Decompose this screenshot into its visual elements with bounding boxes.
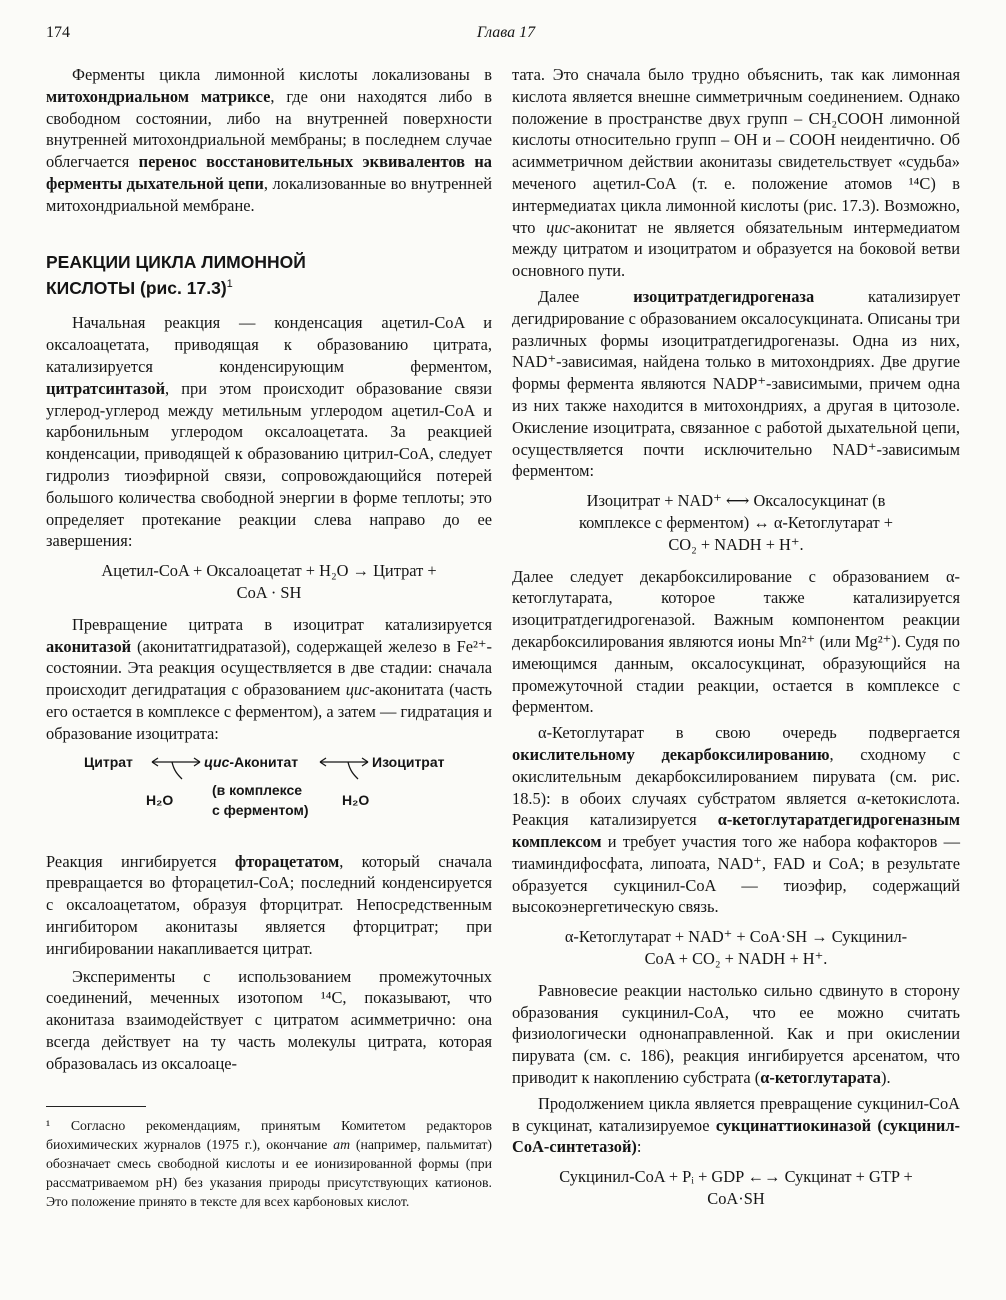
citrate-synthase-equation: Ацетил-CoA + Оксалоацетат + H₂O → Цитрат + CoA · SH: [101, 561, 437, 602]
page-header: [46, 24, 966, 44]
succinate-thiokinase-equation: Сукцинил-CoA + Pᵢ + GDP ←→ Сукцинат + GTP + CoA·SH: [559, 1167, 913, 1209]
intro-paragraph: Ферменты цикла лимонной кислоты локализованы в митохондриальном матриксе, где они находятся либо в свободном состоянии, либо на внутренней поверхности внутренней митохондриальной мембраны; в последнем случае облегчается перенос восстановительных эквивалентов на ферменты дыхательной цепи, локализованные во внутренней митохондриальной мембране.: [46, 65, 492, 215]
right-column: [512, 64, 960, 1220]
scheme-citrate-label: Цитрат: [84, 753, 133, 770]
scheme-complex-line2: с ферментом): [212, 801, 309, 818]
left-column: [46, 64, 492, 1075]
isocitrate-dehydrogenase-paragraph: Далее изоцитратдегидрогеназа катализирует дегидрирование с образованием оксалосукцината. Описаны три различных формы изоцитратдегидрогеназы. Одна из них, NAD⁺-зависимая, найдена только в митохондриях. Две другие формы фермента являются NADP⁺-зависимыми, причем одна из них также находится в митохондриях, а другая в цитозоле. Окисление изоцитрата, связанное с работой дыхательной цепи, осуществляется почти исключительно NAD⁺-зависимым ферментом:: [512, 286, 960, 481]
running-head: Глава 17: [476, 24, 536, 41]
ketoglutarate-paragraph: α-Кетоглутарат в свою очередь подвергается окислительному декарбоксилированию, сходному с окислительным декарбоксилированием пирувата (см. рис. 18.5): в обоих случаях субстратом является α-кетокислота. Реакция катализируется α-кетоглутаратдегидрогеназным комплексом и требует участия того же набора кофакторов — тиаминдифосфата, липоата, NAD⁺, FAD и CoA; в результате образуется сукцинил-CoA — тиоэфир, содержащий высокоэнергетическую связь.: [512, 723, 961, 917]
equilibrium-paragraph: Равновесие реакции настолько сильно сдвинуто в сторону образования сукцинил-CoA, что ее можно считать физиологически однонаправленной. Как и при окислении пирувата (см. с. 186), реакция ингибируется арсенатом, что приводит к накоплению субстрата (α-кетоглутарата).: [512, 980, 960, 1088]
section-heading: РЕАКЦИИ ЦИКЛА ЛИМОННОЙ КИСЛОТЫ (рис. 17.3)$^1$: [46, 251, 306, 298]
condensation-paragraph: Начальная реакция — конденсация ацетил-CoA и оксалоацетата, приводящая к образованию цитрата, катализируется конденсирующим ферментом, цитратсинтазой, при этом происходит образование связи углерод-углерод между метильным углеродом ацетил-CoA и карбонильным углеродом оксалоацетата. За реакцией конденсации, приводящей к образованию цитрил-CoA, следует гидролиз тиоэфирной связи, сопровождающийся потерей большого количества свободной энергии в форме теплоты; это определяет протекание реакции слева направо до ее завершения:: [46, 313, 492, 551]
left-equilibrium-arrow: [152, 758, 200, 779]
scheme-complex-line1: (в комплексе: [212, 781, 303, 798]
decarboxylation-paragraph: Далее следует декарбоксилирование с образованием α-кетоглутарата, которое также катализируется изоцитратдегидрогеназой. Важным компонентом реакции декарбоксилирования являются ионы Mn²⁺ (или Mg²⁺). Судя по имеющимся данным, оксалосукцинат, образующийся на промежуточной стадии реакции, остается в комплексе с ферментом.: [512, 566, 960, 717]
isocitrate-equation: Изоцитрат + NAD⁺ ⟷ Оксалосукцинат (в комплексе с ферментом) ↔ α-Кетоглутарат + CO₂ + NADH + H⁺.: [578, 491, 894, 554]
scheme-water-right: H₂O: [342, 791, 370, 808]
page-number: 174: [46, 24, 70, 41]
scheme-cis-aconitate-label: цис-Аконитат: [204, 753, 299, 770]
scheme-isocitrate-label: Изоцитрат: [372, 753, 445, 770]
aconitase-scheme-diagram: [46, 751, 492, 843]
succinyl-coa-paragraph: Продолжением цикла является превращение сукцинил-CoA в сукцинат, катализируемое сукцинаттиокиназой (сукцинил-CoA-синтетазой):: [512, 1093, 960, 1157]
footnote-rule: [46, 1106, 146, 1107]
scheme-water-left: H₂O: [146, 791, 174, 808]
asymmetry-paragraph: тата. Это сначала было трудно объяснить, так как лимонная кислота является внешне симметричным соединением. Однако положение в пространстве двух групп – CH₂COOH лимонной кислоты относительно групп – OH и – COOH неидентично. Об асимметричном действии аконитазы свидетельствует «судьба» меченого ацетил-CoA (т. е. положение атомов ¹⁴C) в интермедиатах цикла лимонной кислоты (рис. 17.3). Возможно, что цис-аконитат не является обязательным интермедиатом между цитратом и изоцитратом и образуется на боковой ветви основного пути.: [512, 65, 960, 281]
isotope-paragraph: Эксперименты с использованием промежуточных соединений, меченных изотопом ¹⁴C, показывают, что аконитаза взаимодействует с цитратом асимметрично: она всегда действует на ту часть молекулы цитрата, которая образовалась из оксалоаце-: [46, 966, 492, 1073]
aconitase-scheme: [46, 751, 492, 843]
aconitase-paragraph: Превращение цитрата в изоцитрат катализируется аконитазой (аконитатгидратазой), содержащей железо в Fe²⁺-состоянии. Эта реакция осуществляется в две стадии: сначала происходит дегидратация с образованием цис-аконитата (часть его остается в комплексе с ферментом), а затем — гидратация и образование изоцитрата:: [46, 614, 492, 743]
right-equilibrium-arrow: [320, 758, 368, 779]
ketoglutarate-equation: α-Кетоглутарат + NAD⁺ + CoA·SH → Сукцинил- CoA + CO₂ + NADH + H⁺.: [564, 927, 908, 969]
footnote: ¹ Согласно рекомендациям, принятым Комитетом редакторов биохимических журналов (1975 г.), окончание ат (например, пальмитат) обозначает смесь свободной кислоты и ее ионизированной формы (при рассматриваемом pH) без указания природы присутствующих катионов. Это положение принято в тексте для всех карбоновых кислот.: [46, 1118, 492, 1209]
fluoroacetate-paragraph: Реакция ингибируется фторацетатом, который сначала превращается во фторацетил-CoA; последний конденсируется с оксалоацетатом, образуя фторцитрат. Непосредственным ингибитором аконитазы является фторцитрат; при ингибировании накапливается цитрат.: [46, 851, 493, 958]
